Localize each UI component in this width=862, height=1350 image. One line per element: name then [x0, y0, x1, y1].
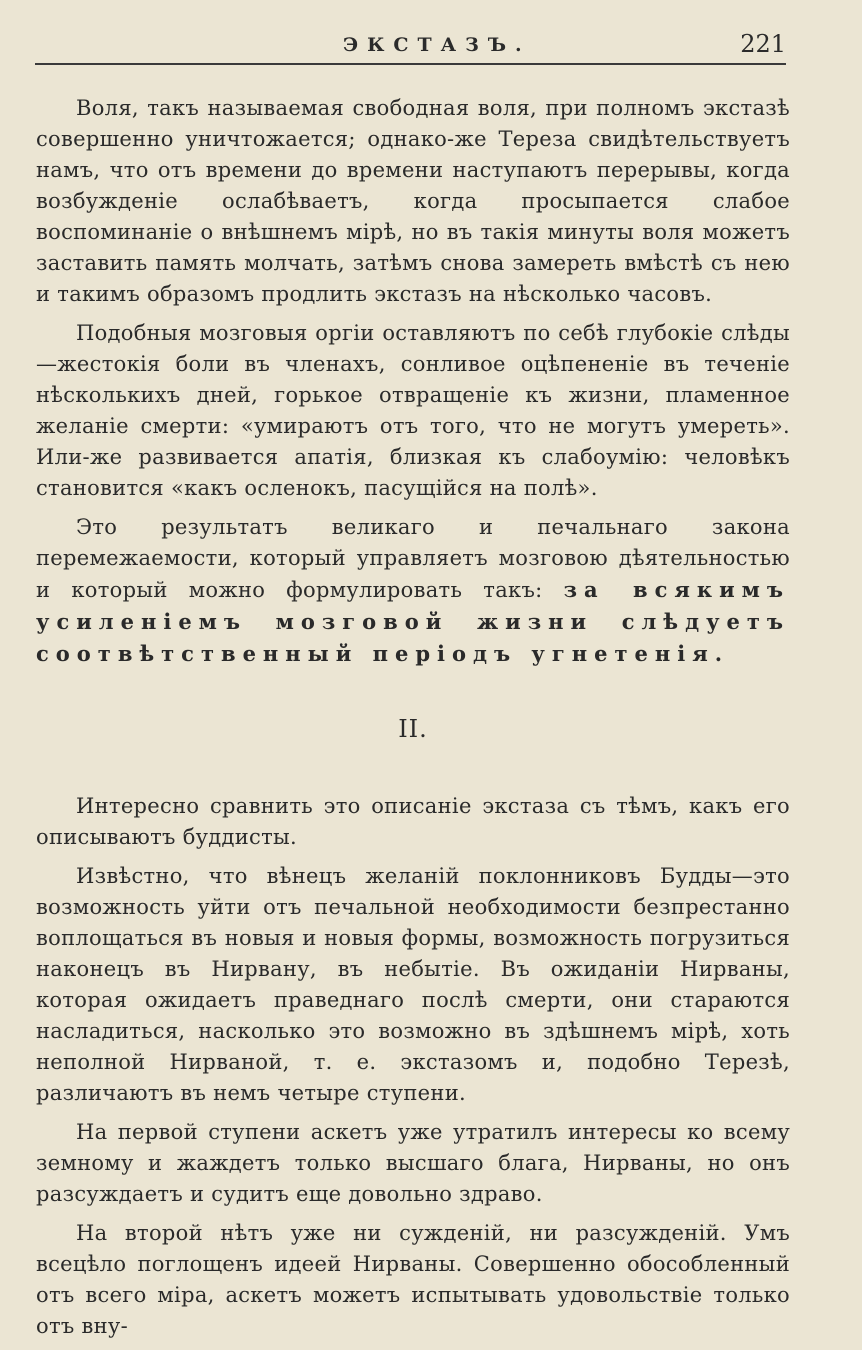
header-rule: [35, 63, 786, 65]
paragraph-first-stage: На первой ступени аскетъ уже утратилъ интересы ко всему земному и жаждетъ только высшаго блага, Нирваны, но онъ разсуждаетъ и судитъ еще довольно здраво.: [36, 1120, 790, 1206]
law-intro: Это результатъ великаго и печальнаго закона перемежаемости, который управляетъ мозговою дѣятельностью и который можно формулировать такъ:: [36, 515, 790, 602]
page-header: [35, 30, 786, 62]
paragraph-nirvana: Извѣстно, что вѣнецъ желаній поклонниковъ Будды—это возможность уйти отъ печальной необходимости безпрестанно воплощаться въ новыя и новыя формы, возможность погрузиться наконецъ въ Нирвану, въ небытіе. Въ ожиданіи Нирваны, которая ожидаетъ праведнаго послѣ смерти, они стараются насладиться, насколько это возможно въ здѣшнемъ мірѣ, хоть неполной Нирваной, т. е. экстазомъ и, подобно Терезѣ, различаютъ въ немъ четыре ступени.: [36, 864, 790, 1105]
running-title: ЭКСТАЗЪ.: [343, 34, 531, 56]
paragraph-second-stage: На второй нѣтъ уже ни сужденій, ни разсужденій. Умъ всецѣло поглощенъ идеей Нирваны. Совершенно обособленный отъ всего міра, аскетъ можетъ испытывать удовольствіе только отъ вну-: [36, 1221, 790, 1338]
section-number: II.: [398, 715, 428, 743]
body-text: [36, 93, 790, 1350]
page-number: 221: [740, 30, 786, 58]
paragraph-brain-orgies: Подобныя мозговыя оргіи оставляютъ по себѣ глубокіе слѣды—жестокія боли въ членахъ, сонливое оцѣпененіе въ теченіе нѣсколькихъ дней, горькое отвращеніе къ жизни, пламенное желаніе смерти: «умираютъ отъ того, что не могутъ умереть». Или-же развивается апатія, близкая къ слабоумію: человѣкъ становится «какъ осленокъ, пасущійся на полѣ».: [36, 321, 790, 500]
paragraph-will: Воля, такъ называемая свободная воля, при полномъ экстазѣ совершенно уничтожается; однако-же Тереза свидѣтельствуетъ намъ, что отъ времени до времени наступаютъ перерывы, когда возбужденіе ослабѣваетъ, когда просыпается слабое воспоминаніе о внѣшнемъ мірѣ, но въ такія минуты воля можетъ заставить память молчать, затѣмъ снова замереть вмѣстѣ съ нею и такимъ образомъ продлить экстазъ на нѣсколько часовъ.: [36, 96, 790, 306]
law-statement: за всякимъ усиленіемъ мозговой жизни слѣдуетъ соотвѣтственный періодъ угнетенія.: [36, 577, 790, 666]
paragraph-buddhist-comparison: Интересно сравнить это описаніе экстаза съ тѣмъ, какъ его описываютъ буддисты.: [36, 794, 790, 849]
paragraph-intermittency-law: [36, 512, 790, 670]
